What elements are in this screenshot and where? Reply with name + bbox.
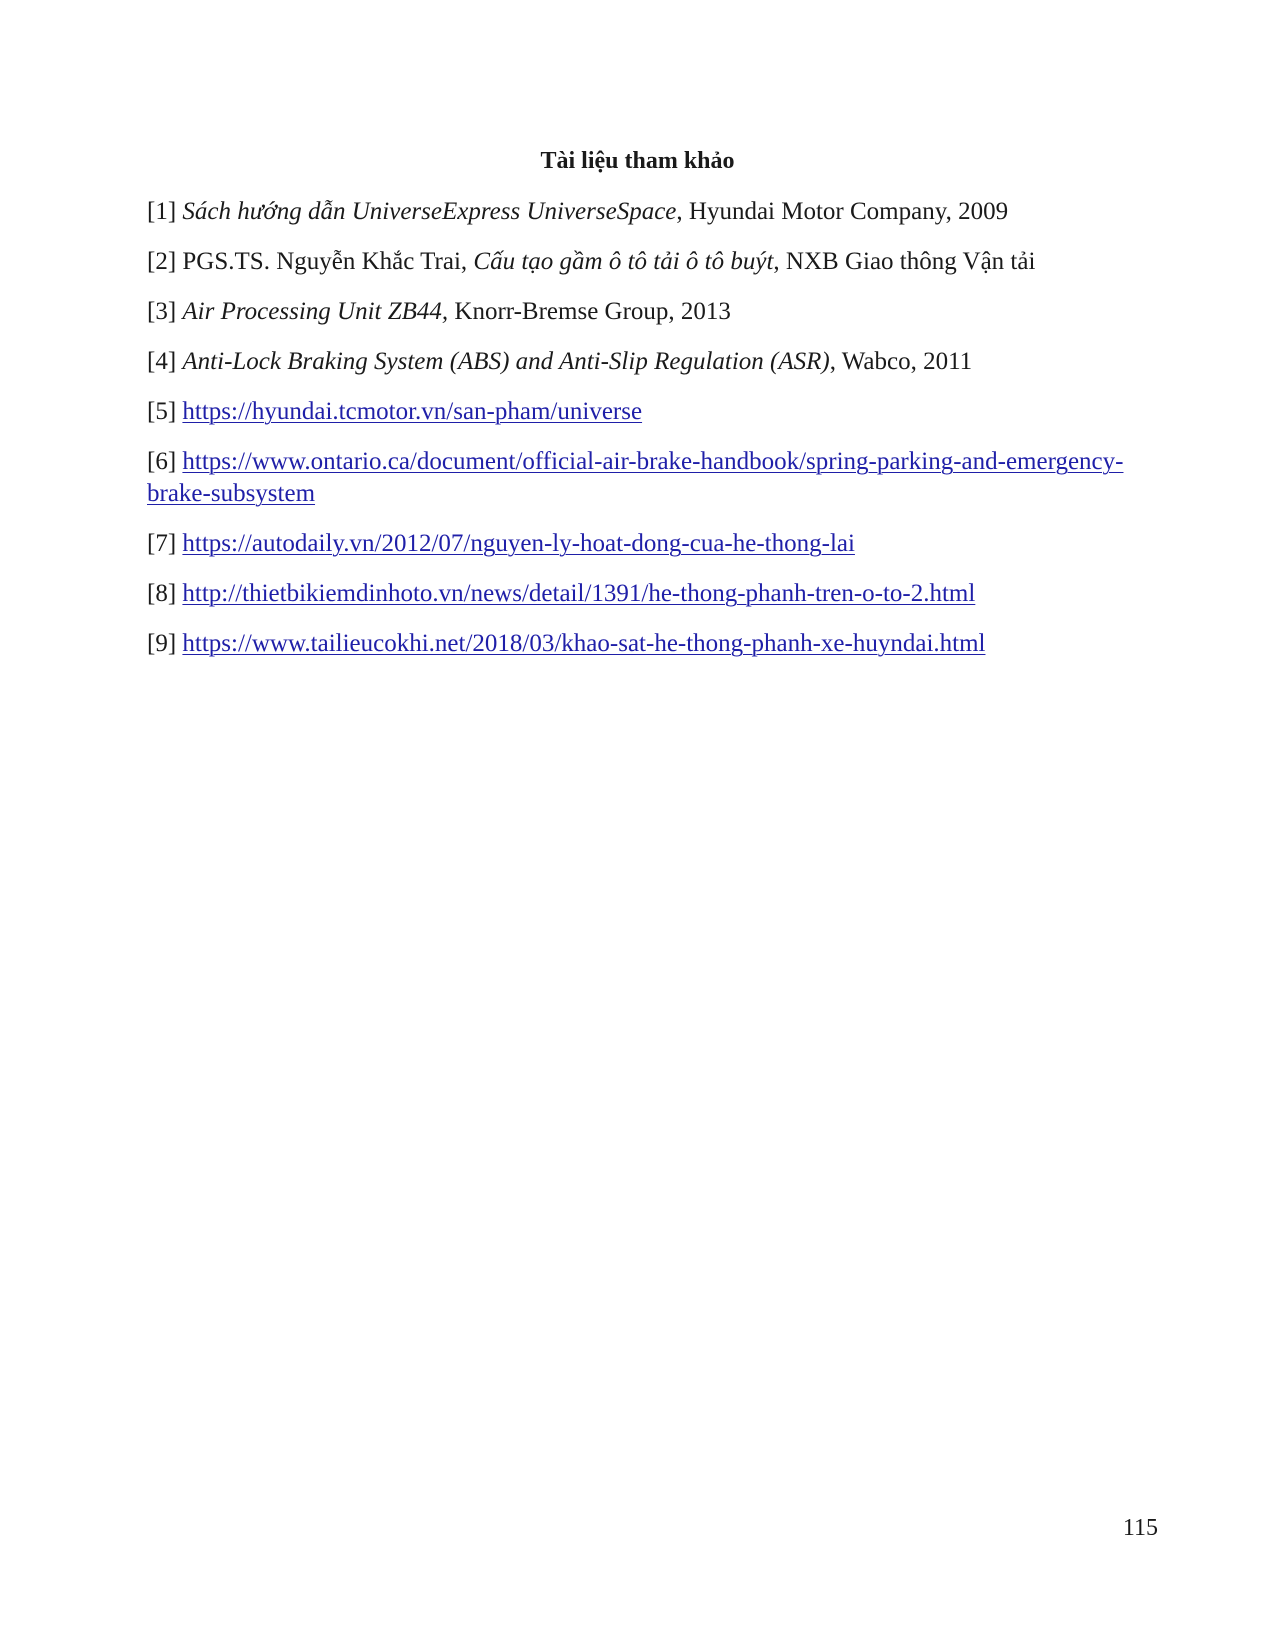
reference-title: Air Processing Unit ZB44,: [182, 298, 449, 325]
reference-source: Knorr-Bremse Group, 2013: [448, 298, 731, 325]
reference-item-8: [147, 578, 1137, 610]
reference-item-1: [147, 196, 1137, 228]
reference-number: [8]: [147, 580, 177, 607]
reference-list: [147, 196, 1137, 678]
reference-item-2: [147, 246, 1137, 278]
reference-source: , Wabco, 2011: [829, 348, 973, 375]
reference-link[interactable]: http://thietbikiemdinhoto.vn/news/detail/1391/he-thong-phanh-tren-o-to-2.html: [182, 580, 976, 607]
reference-title: Cấu tạo gầm ô tô tải ô tô buýt: [473, 248, 774, 275]
reference-item-6: [147, 446, 1137, 510]
reference-title: Anti-Lock Braking System (ABS) and Anti-Slip Regulation (ASR): [182, 348, 830, 375]
reference-item-9: [147, 628, 1137, 660]
reference-number: [7]: [147, 530, 177, 557]
reference-item-5: [147, 396, 1137, 428]
reference-number: [5]: [147, 398, 177, 425]
reference-link[interactable]: https://www.ontario.ca/document/official-air-brake-handbook/spring-parking-and-emergency-brake-subsystem: [147, 448, 1124, 507]
reference-source: , NXB Giao thông Vận tải: [773, 248, 1036, 275]
page-number: 115: [1122, 1515, 1158, 1541]
reference-item-3: [147, 296, 1137, 328]
page-title: Tài liệu tham khảo: [540, 148, 735, 174]
reference-author: PGS.TS. Nguyễn Khắc Trai,: [182, 248, 474, 275]
reference-link[interactable]: https://www.tailieucokhi.net/2018/03/khao-sat-he-thong-phanh-xe-huyndai.html: [182, 630, 986, 657]
reference-number: [6]: [147, 448, 177, 475]
reference-number: [1]: [147, 198, 177, 225]
reference-number: [2]: [147, 248, 177, 275]
reference-source: , Hyundai Motor Company, 2009: [676, 198, 1009, 225]
reference-link[interactable]: https://hyundai.tcmotor.vn/san-pham/universe: [182, 398, 643, 425]
reference-number: [9]: [147, 630, 177, 657]
reference-item-4: [147, 346, 1137, 378]
reference-item-7: [147, 528, 1137, 560]
reference-number: [3]: [147, 298, 177, 325]
reference-number: [4]: [147, 348, 177, 375]
reference-title: Sách hướng dẫn UniverseExpress UniverseSpace: [182, 198, 677, 225]
reference-link[interactable]: https://autodaily.vn/2012/07/nguyen-ly-hoat-dong-cua-he-thong-lai: [182, 530, 855, 557]
